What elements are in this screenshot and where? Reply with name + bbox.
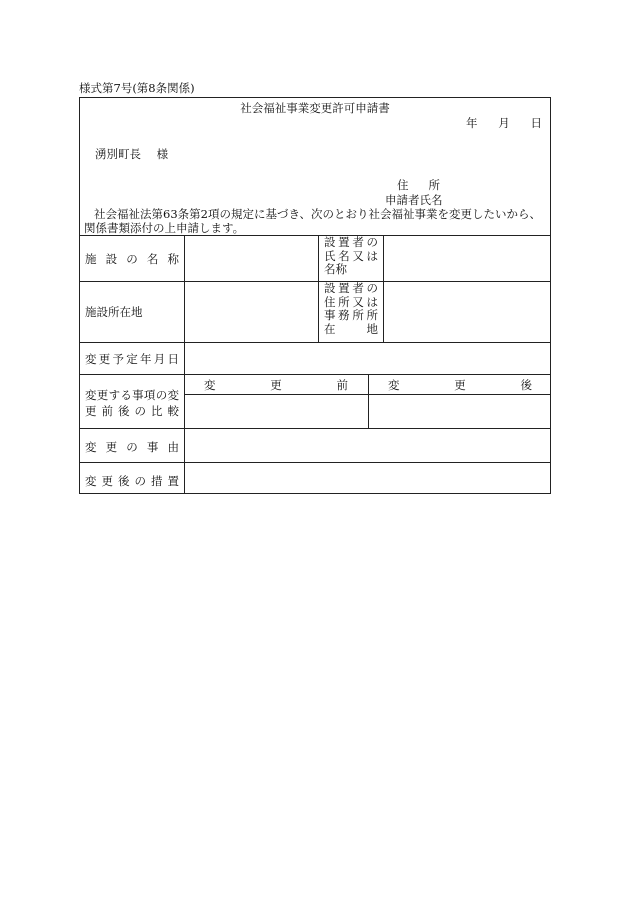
form-title: 社会福祉事業変更許可申請書 [240, 101, 390, 115]
founder-address-field[interactable] [384, 282, 550, 341]
body-text-line-2: 関係書類添付の上申請します。 [84, 221, 245, 235]
addressee-honorific: 様 [156, 147, 169, 161]
planned-date-field[interactable] [185, 343, 550, 373]
applicant-address-label: 住 所 [397, 178, 440, 192]
after-change-field[interactable] [369, 395, 550, 427]
application-form [79, 97, 551, 494]
facility-location-field[interactable] [185, 282, 317, 341]
planned-date-label: 変 更 予 定 年 月 日 [85, 352, 179, 366]
comparison-label-line-1: 変 更 す る 事 項 の 変 [85, 388, 179, 402]
post-change-measures-field[interactable] [185, 463, 550, 493]
after-change-header: 変 更 後 [388, 378, 532, 392]
body-text-line-1: 社会福祉法第63条第2項の規定に基づき、次のとおり社会福祉事業を変更したいから、 [94, 207, 541, 221]
addressee-name: 湧別町長 [95, 147, 141, 161]
date-line [466, 115, 542, 131]
founder-address-label: 設 置 者 の 住 所 又 は 事 務 所 所 在 地 [324, 281, 378, 336]
form-number: 様式第7号(第8条関係) [79, 81, 195, 95]
post-change-measures-label: 変 更 後 の 措 置 [85, 474, 179, 488]
facility-name-field[interactable] [185, 236, 317, 280]
facility-name-label: 施 設 の 名 称 [85, 252, 179, 266]
comparison-label-line-2: 更 前 後 の 比 較 [85, 404, 179, 418]
founder-name-label: 設 置 者 の 氏 名 又 は 名 称 [324, 235, 378, 276]
before-change-header: 変 更 前 [204, 378, 348, 392]
before-change-field[interactable] [185, 395, 367, 427]
date-day-label: 日 [530, 116, 542, 130]
date-month-label: 月 [498, 116, 510, 130]
change-reason-field[interactable] [185, 429, 550, 461]
date-year-label: 年 [466, 116, 478, 130]
applicant-name-label: 申請者氏名 [385, 193, 443, 207]
change-reason-label: 変 更 の 事 由 [85, 440, 179, 454]
facility-location-label: 施設所在地 [85, 305, 143, 319]
founder-name-field[interactable] [384, 236, 550, 280]
addressee [95, 146, 168, 162]
